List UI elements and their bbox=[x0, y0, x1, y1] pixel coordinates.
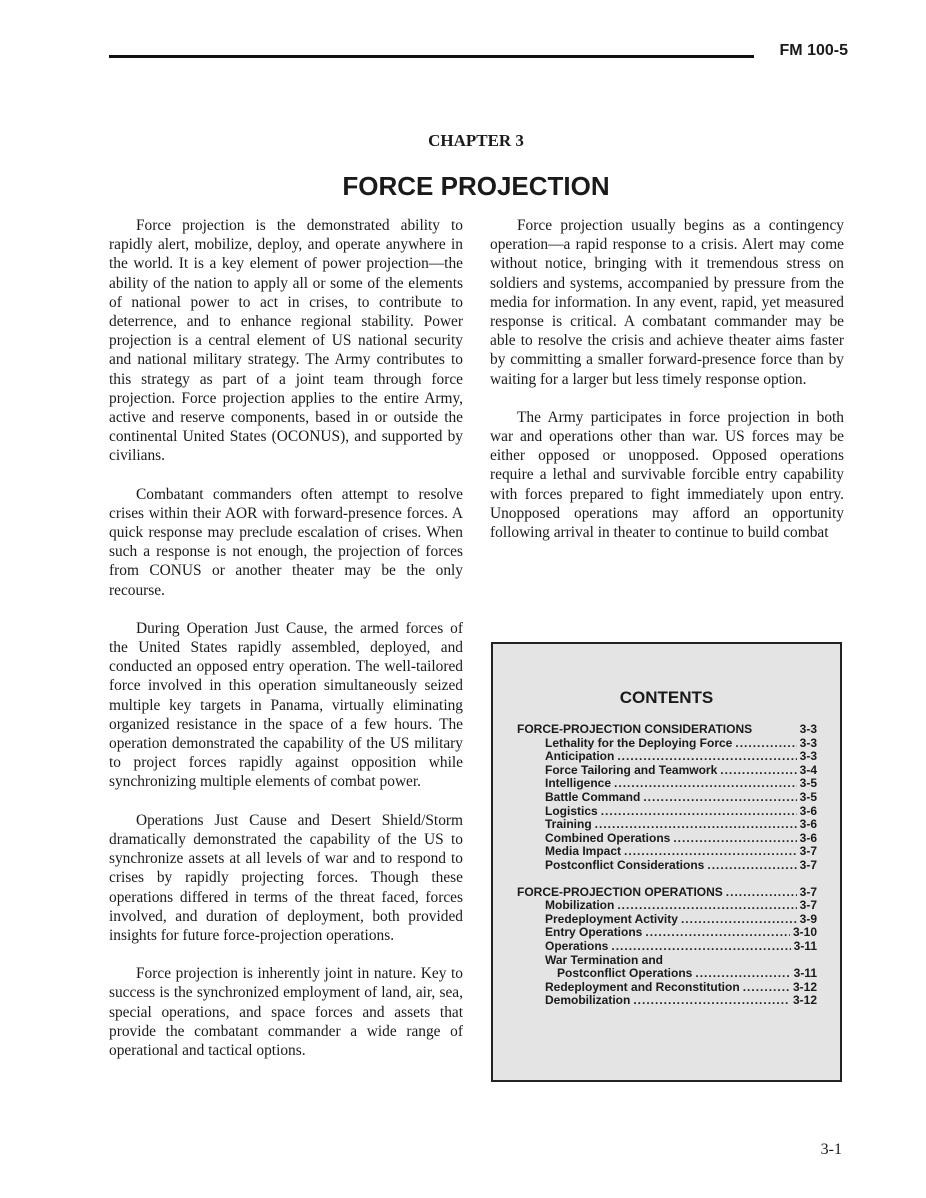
chapter-label: CHAPTER 3 bbox=[428, 131, 524, 150]
chapter-title: FORCE PROJECTION bbox=[342, 171, 610, 201]
paragraph: Force projection is inherently joint in nature. Key to success is the synchronized employment of land, air, sea, special operations, and space forces and assets that provide the combatant commander a wide range of operational and tactical options. bbox=[109, 965, 463, 1059]
toc-item[interactable]: Battle Command ..... 3-5 bbox=[517, 791, 817, 805]
toc-item[interactable]: Demobilization ..... 3-12 bbox=[517, 994, 817, 1008]
toc-item[interactable]: Postconflict Considerations ..... 3-7 bbox=[517, 859, 817, 873]
toc-item[interactable]: Lethality for the Deploying Force ..... 3-3 bbox=[517, 737, 817, 751]
toc-item[interactable]: Force Tailoring and Teamwork ..... 3-4 bbox=[517, 764, 817, 778]
toc-item[interactable]: Intelligence ..... 3-5 bbox=[517, 777, 817, 791]
toc-item[interactable]: Anticipation ..... 3-3 bbox=[517, 750, 817, 764]
toc-item[interactable]: Operations ..... 3-11 bbox=[517, 940, 817, 954]
contents-title: CONTENTS bbox=[619, 688, 714, 707]
toc-item[interactable]: Combined Operations ..... 3-6 bbox=[517, 832, 817, 846]
toc-item[interactable]: Predeployment Activity ..... 3-9 bbox=[517, 913, 817, 927]
toc-item[interactable]: Media Impact ..... 3-7 bbox=[517, 845, 817, 859]
paragraph: During Operation Just Cause, the armed forces of the United States rapidly assembled, deployed, and conducted an opposed entry operation. The well-tailored force involved in this operation simultaneously seized multiple key targets in Panama, virtually eliminating organized resistance in the space of a few hours. The operation demonstrated the capability of the US military to project forces rapidly against opposition while synchronizing multiple elements of combat power. bbox=[109, 619, 463, 791]
paragraph: Force projection is the demonstrated ability to rapidly alert, mobilize, deploy, and operate anywhere in the world. It is a key element of power projection—the ability of the nation to apply all or some of the elements of national power to act in crises, to contribute to deterrence, and to enhance regional stability. Power projection is a central element of US national security and national military strategy. The Army contributes to this strategy as part of a joint team through force projection. Force projection applies to the entire Army, active and reserve components, based in or outside the continental United States (OCONUS), and supported by civilians. bbox=[109, 217, 463, 465]
toc-item[interactable]: Mobilization ..... 3-7 bbox=[517, 899, 817, 913]
manual-code: FM 100-5 bbox=[779, 42, 848, 59]
right-column bbox=[490, 216, 844, 561]
paragraph: The Army participates in force projection in both war and operations other than war. US forces may be either opposed or unopposed. Opposed operations require a lethal and survivable forcible entry capability with forces prepared to fight immediately upon entry. Unopposed operations may afford an opportunity following arrival in theater to continue to build combat bbox=[490, 408, 844, 542]
page-number: 3-1 bbox=[820, 1141, 842, 1158]
toc-item[interactable]: Entry Operations ..... 3-10 bbox=[517, 926, 817, 940]
header-rule bbox=[109, 55, 754, 58]
toc-section-heading[interactable]: FORCE-PROJECTION CONSIDERATIONS 3-3 bbox=[517, 722, 817, 736]
paragraph: Combatant commanders often attempt to resolve crises within their AOR with forward-presence forces. A quick response may preclude escalation of crises. When such a response is not enough, the projection of forces from CONUS or another theater may be the only recourse. bbox=[109, 485, 463, 599]
toc-item[interactable]: War Termination and bbox=[545, 952, 664, 967]
toc-item[interactable]: Redeployment and Reconstitution ..... 3-12 bbox=[517, 981, 817, 995]
paragraph: Operations Just Cause and Desert Shield/Storm dramatically demonstrated the capability of the US to synchronize assets at all levels of war and to respond to crises by rapidly projecting forces. Though these operations differed in terms of the threat faced, forces involved, and duration of deployment, both provided insights for future force-projection operations. bbox=[109, 811, 463, 944]
paragraph: Force projection usually begins as a contingency operation—a rapid response to a crisis. Alert may come without notice, bringing with it tremendous stress on soldiers and systems, accompanied by pressure from the media for information. In any event, rapid, yet measured response is critical. A combatant commander may be able to resolve the crisis and achieve theater aims faster by committing a smaller forward-presence force than by waiting for a larger but less timely response option. bbox=[490, 217, 844, 388]
toc-item[interactable]: Logistics ..... 3-6 bbox=[517, 805, 817, 819]
toc-section-heading[interactable]: FORCE-PROJECTION OPERATIONS ..... 3-7 bbox=[517, 886, 817, 900]
table-of-contents bbox=[517, 723, 817, 1008]
toc-spacer bbox=[517, 873, 817, 886]
left-column bbox=[109, 216, 463, 1079]
contents-box bbox=[491, 642, 842, 1082]
toc-item[interactable]: Postconflict Operations ..... 3-11 bbox=[517, 967, 817, 981]
toc-item[interactable]: Training ..... 3-6 bbox=[517, 818, 817, 832]
